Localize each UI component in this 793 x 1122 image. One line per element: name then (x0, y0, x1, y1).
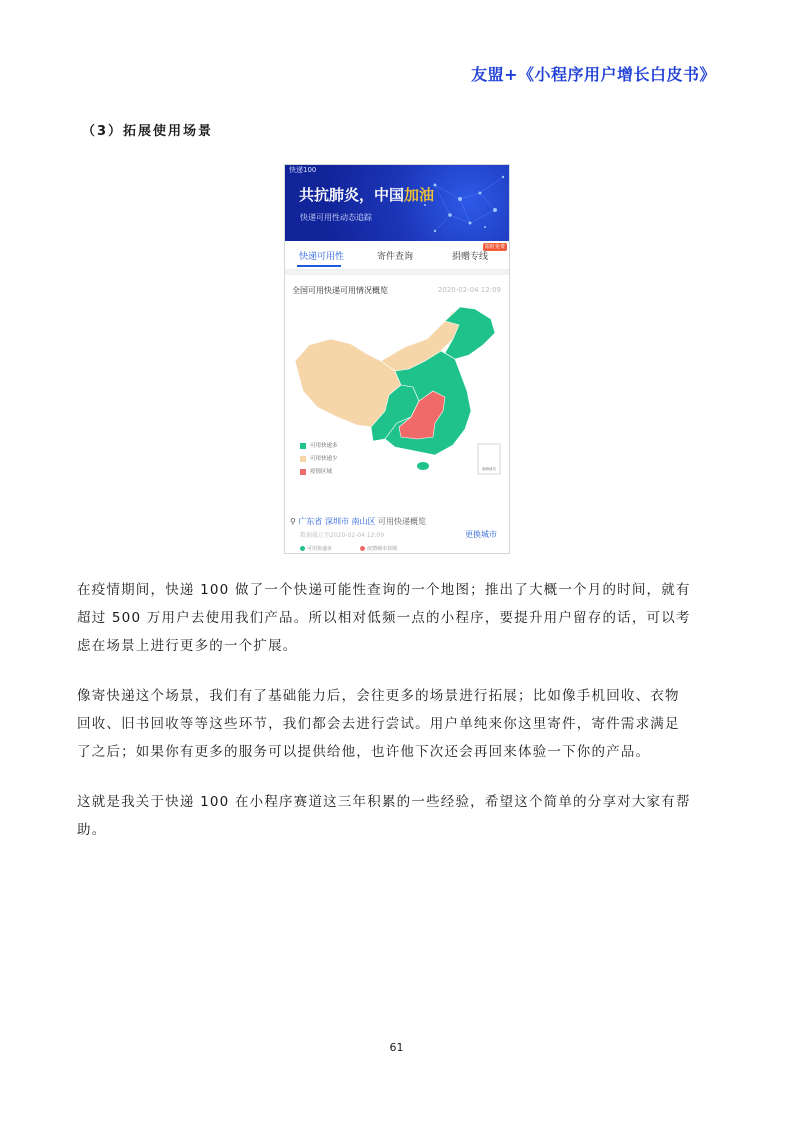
limited-free-badge: 限时免费 (485, 244, 506, 250)
update-time: 数据截止至2020-02-04 12:09 (300, 532, 385, 539)
legend-item-few: 可用快递少 (300, 454, 338, 462)
bottom-legend-item: 可用快递多 (300, 545, 332, 552)
legend-swatch (300, 469, 306, 475)
app-logo-text: 快递100 (289, 166, 317, 174)
district-link[interactable]: 南山区 (351, 517, 376, 526)
map-title: 全国可用快递可用情况概览 (292, 286, 388, 295)
location-line (290, 516, 426, 527)
location-suffix: 可用快递概览 (378, 517, 427, 526)
legend-item-epidemic: 疫情区域 (300, 467, 332, 475)
active-tab-indicator (297, 265, 341, 267)
legend-swatch (300, 443, 306, 449)
province-link[interactable]: 广东省 (298, 517, 323, 526)
body-paragraph-3: 这就是我关于快递 100 在小程序赛道这三年积累的一些经验，希望这个简单的分享对大家有帮 助。 (77, 794, 691, 838)
tab-shipment-query[interactable]: 寄件查询 (377, 252, 414, 262)
bottom-legend-item: 疫情城市封锁 (360, 545, 397, 552)
city-link[interactable]: 深圳市 (324, 517, 349, 526)
legend-dot (360, 546, 365, 551)
legend-dot (300, 546, 305, 551)
tab-donation-line[interactable]: 捐赠专线 (452, 252, 489, 262)
section-heading: （3）拓展使用场景 (82, 124, 214, 139)
legend-item-many: 可用快递多 (300, 441, 338, 449)
document-header-title: 友盟+《小程序用户增长白皮书》 (471, 65, 716, 84)
banner-subtitle: 快递可用性动态追踪 (300, 213, 372, 222)
app-tab-bar (285, 241, 509, 270)
map-inset-label: 南海诸岛 (482, 467, 496, 471)
location-pin-icon: ⚲ (290, 517, 299, 526)
tab-courier-availability[interactable]: 快递可用性 (299, 252, 345, 262)
body-paragraph-2: 像寄快递这个场景，我们有了基础能力后，会往更多的场景进行拓展；比如像手机回收、衣物 回收、旧书回收等等这些环节，我们都会去进行尝试。用户单纯来你这里寄件，寄件需求满足 了之后；如果你有更多的服务可以提供给他，也许他下次还会再回来体验一下你的产品。 (77, 688, 680, 760)
map-region-hainan (417, 462, 429, 470)
app-banner (285, 165, 509, 241)
page-number: 61 (389, 1041, 404, 1054)
map-date: 2020-02-04 12:09 (437, 286, 501, 294)
banner-title: 共抗肺炎，中国加油 (299, 186, 435, 204)
body-paragraph-1: 在疫情期间，快递 100 做了一个快递可能性查询的一个地图；推出了大概一个月的时间，就有 超过 500 万用户去使用我们产品。所以相对低频一点的小程序，要提升用户留存的话，可以考 虑在场景上进行更多的一个扩展。 (77, 582, 691, 654)
app-screenshot (284, 164, 510, 554)
section-divider (285, 270, 509, 275)
change-city-button[interactable]: 更换城市 (465, 530, 497, 539)
legend-swatch (300, 456, 306, 462)
